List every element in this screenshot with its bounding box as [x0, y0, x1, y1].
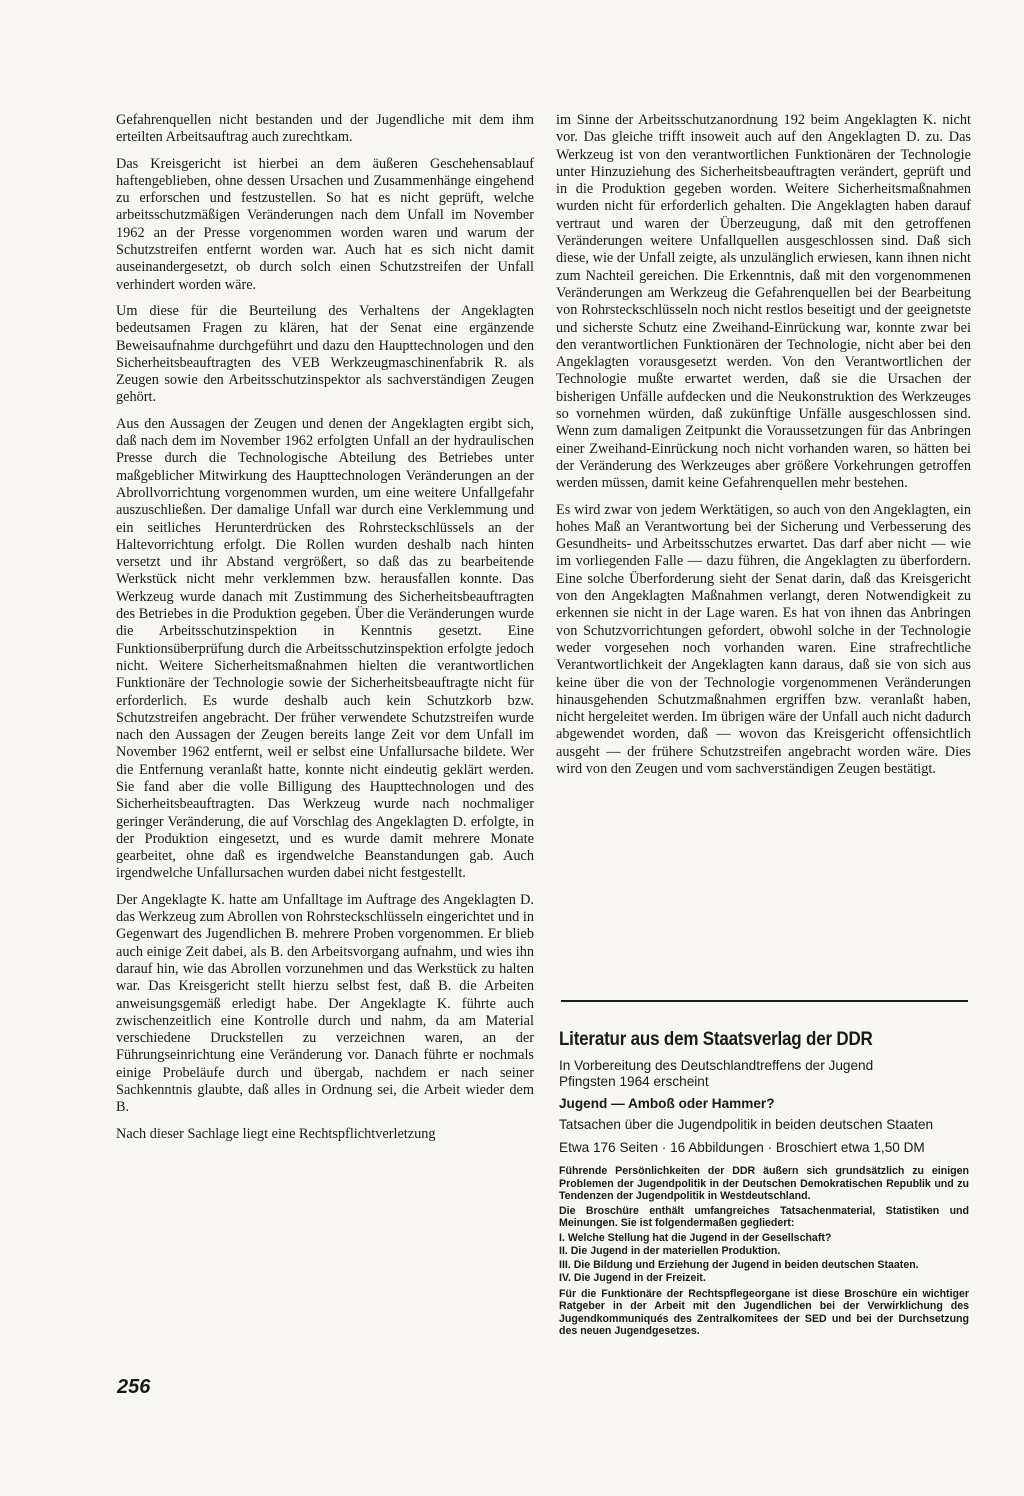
- book-description: Für die Funktionäre der Rechtspflegeorgane ist diese Broschüre ein wichtiger Ratgeber in der Arbeit mit den Jugendlichen bei der Verwirklichung des Jugendkommuniqués des Zentralkomitees der SED und bei der Durchsetzung des neuen Jugendgesetzes.: [559, 1287, 969, 1338]
- paragraph: Nach dieser Sachlage liegt eine Rechtspflichtverletzung: [116, 1125, 436, 1142]
- chapter-item: I. Welche Stellung hat die Jugend in der Gesellschaft?: [559, 1231, 832, 1244]
- paragraph: Um diese für die Beurteilung des Verhaltens der Angeklagten bedeutsamen Fragen zu klären, hat der Senat eine ergänzende Beweisaufnahme durchgeführt und dazu den Haupttechnologen und den Sicherheitsbeauftragten des VEB Werkzeugmaschinenfabrik R. als Zeugen sowie den Arbeitsschutzinspektor als sachverständigen Zeugen gehört.: [116, 302, 534, 406]
- book-title: Jugend — Amboß oder Hammer?: [559, 1096, 775, 1111]
- advertisement: [559, 1028, 969, 1340]
- paragraph: Es wird zwar von jedem Werktätigen, so auch von den Angeklagten, ein hohes Maß an Verantwortung bei der Sicherung und Verbesserung des Gesundheits- und Arbeitsschutzes erwartet. Das darf aber nicht — wie im vorliegenden Falle — dazu führen, die Angeklagten zu überfordern. Eine solche Überforderung sieht der Senat darin, daß das Kreisgericht von den Angeklagten Maßnahmen verlangt, deren Notwendigkeit zu erkennen sie nicht in der Lage waren. Es hat von ihnen das Anbringen von Schutzvorrichtungen gefordert, obwohl solche in der Technologie weder vorgesehen noch vorhanden waren. Eine strafrechtliche Verantwortlichkeit der Angeklagten kann daraus, daß sie von sich aus keine über die von der Technologie vorgenommenen Veränderungen hinausgehenden Schutzmaßnahmen ergriffen bzw. veranlaßt haben, nicht hergeleitet werden. Im übrigen wäre der Unfall auch nicht dadurch abgewendet worden, daß — wovon das Kreisgericht offensichtlich ausgeht — der frühere Schutzstreifen angebracht worden wäre. Dies wird von den Zeugen und vom sachverständigen Zeugen bestätigt.: [556, 501, 971, 777]
- chapter-list: [559, 1232, 969, 1286]
- chapter-item: II. Die Jugend in der materiellen Produktion.: [559, 1245, 781, 1258]
- book-subtitle: Tatsachen über die Jugendpolitik in beiden deutschen Staaten: [559, 1117, 934, 1132]
- advert-intro-line: Pfingsten 1964 erscheint: [559, 1074, 709, 1089]
- paragraph: Der Angeklagte K. hatte am Unfalltage im Auftrage des Angeklagten D. das Werkzeug zum Abrollen von Rohrsteckschlüsseln eingerichtet und in Gegenwart des Jugendlichen B. mehrere Proben vorgenommen. Er blieb auch einige Zeit dabei, als B. den Arbeitsvorgang aufnahm, und wies ihn darauf hin, wie das Abrollen vorzunehmen und das Werkstück zu halten war. Das Kreisgericht stellt hierzu selbst fest, daß B. die Arbeiten anweisungsgemäß erledigt habe. Der Angeklagte K. führte auch zwischenzeitlich eine Kontrolle durch und nahm, da am Material verschiedene Druckstellen zu verzeichnen waren, an der Führungseinrichtung eine Veränderung vor. Danach führte er nochmals einige Probeläufe durch und übergab, nachdem er nach seiner Sachkenntnis glaubte, daß alles in Ordnung sei, die Arbeit wieder dem B.: [116, 891, 534, 1116]
- book-specs: Etwa 176 Seiten · 16 Abbildungen · Broschiert etwa 1,50 DM: [559, 1140, 925, 1155]
- page-number: 256: [117, 1376, 151, 1398]
- book-description: Führende Persönlichkeiten der DDR äußern sich grundsätzlich zu einigen Problemen der Jugendpolitik in der Deutschen Demokratischen Republik und zu Tendenzen der Jugendpolitik in Westdeutschland.: [559, 1165, 969, 1203]
- paragraph: Das Kreisgericht ist hierbei an dem äußeren Geschehensablauf haftengeblieben, ohne dessen Ursachen und Zusammenhänge eingehend zu erforschen und festzustellen. So hat es nicht geprüft, welche arbeitsschutzmäßigen Veränderungen nach dem Unfall im November 1962 an der Presse vorgenommen worden waren und warum der Schutzstreifen entfernt worden war. Auch hat es sich nicht damit auseinandergesetzt, ob durch solch einen Schutzstreifen der Unfall verhindert worden wäre.: [116, 155, 534, 293]
- paragraph: Aus den Aussagen der Zeugen und denen der Angeklagten ergibt sich, daß nach dem im November 1962 erfolgten Unfall an der hydraulischen Presse durch die Technologische Abteilung des Betriebes unter maßgeblicher Mitwirkung des Haupttechnologen Veränderungen an der Abrollvorrichtung vorgenommen wurden, um eine weitere Unfallgefahr auszuschließen. Der damalige Unfall war durch eine Verklemmung und ein seitliches Herunterdrücken des Rohrsteckschlüssels an der Haltevorrichtung erfolgt. Die Rollen wurden deshalb nach hinten versetzt und ihr Abstand vergrößert, so daß das zu bearbeitende Werkstück nicht mehr verklemmen bzw. herausfallen konnte. Das Werkzeug wurde danach mit Zustimmung des Sicherheitsbeauftragten des Betriebes in die Produktion gegeben. Über die Veränderungen wurde die Arbeitsschutzinspektion in Kenntnis gesetzt. Eine Funktionsüberprüfung durch die Arbeitsschutzinspektion erfolgte jedoch nicht. Weitere Sicherheitsmaßnahmen hielten die verantwortlichen Funktionäre der Technologie sowie der Sicherheitsbeauftragte nicht für erforderlich. Es wurde deshalb auch kein Schutzkorb bzw. Schutzstreifen angebracht. Der früher verwendete Schutzstreifen wurde nach den Aussagen der Zeugen bereits lange Zeit vor dem Unfall im November 1962 entfernt, weil er selbst eine Unfallursache bildete. Wer die Entfernung veranlaßt hatte, konnte nicht eindeutig geklärt werden. Sie fand aber die volle Billigung des Haupttechnologen und des Sicherheitsbeauftragten. Das Werkzeug wurde nach nochmaliger geringer Veränderung, die auf Vorschlag des Angeklagten D. erfolgte, in der Produktion eingesetzt, und es wurde damit mehrere Monate gearbeitet, ohne daß es irgendwelche Beanstandungen gab. Auch irgendwelche Unfallursachen wurden dabei nicht festgestellt.: [116, 415, 534, 882]
- chapter-item: III. Die Bildung und Erziehung der Jugend in beiden deutschen Staaten.: [559, 1258, 919, 1271]
- advert-heading: Literatur aus dem Staatsverlag der DDR: [559, 1028, 873, 1050]
- paragraph: im Sinne der Arbeitsschutzanordnung 192 beim Angeklagten K. nicht vor. Das gleiche trifft insoweit auch auf den Angeklagten D. zu. Das Werkzeug ist von den verantwortlichen Funktionären der Technologie unter Hinzuziehung des Sicherheitsbeauftragten verändert, geprüft und in die Produktion gegeben worden. Weitere Sicherheitsmaßnahmen wurden nicht für erforderlich gehalten. Die Angeklagten haben darauf vertraut und waren der Überzeugung, daß mit den getroffenen Veränderungen weitere Unfallquellen ausgeschlossen sind. Daß sich diese, wie der Unfall zeigte, als unzulänglich erwiesen, kann ihnen nicht zum Nachteil gereichen. Die Erkenntnis, daß mit den vorgenommenen Veränderungen am Werkzeug die Gefahrenquellen bei der Bearbeitung von Rohrsteckschlüsseln noch nicht restlos beseitigt und der geeignetste und sicherste Schutz eine Zweihand-Einrückung war, konnte zwar bei den verantwortlichen Funktionären der Technologie, nicht aber bei den Angeklagten vorausgesetzt werden. Von den Verantwortlichen der Technologie mußte erwartet werden, daß sie die Ursachen der bisherigen Unfälle aufdecken und die Neukonstruktion des Werkzeuges so vornehmen würden, daß zukünftige Unfälle ausgeschlossen sind. Wenn zum damaligen Zeitpunkt die Voraussetzungen für das Anbringen einer Zweihand-Einrückung noch nicht vorhanden waren, so hätten bei der Veränderung des Werkzeuges aber größere Vorkehrungen getroffen werden müssen, damit keine Gefahrenquellen mehr bestehen.: [556, 112, 971, 492]
- advert-intro-line: In Vorbereitung des Deutschlandtreffens der Jugend: [559, 1058, 874, 1073]
- section-divider: [561, 1000, 968, 1002]
- book-description: Die Broschüre enthält umfangreiches Tatsachenmaterial, Statistiken und Meinungen. Sie ist folgendermaßen gegliedert:: [559, 1204, 969, 1230]
- right-column: [556, 112, 971, 787]
- chapter-item: IV. Die Jugend in der Freizeit.: [559, 1272, 706, 1285]
- paragraph: Gefahrenquellen nicht bestanden und der Jugendliche mit dem ihm erteilten Arbeitsauftrag auch zurechtkam.: [116, 112, 534, 146]
- left-column: [116, 112, 534, 1152]
